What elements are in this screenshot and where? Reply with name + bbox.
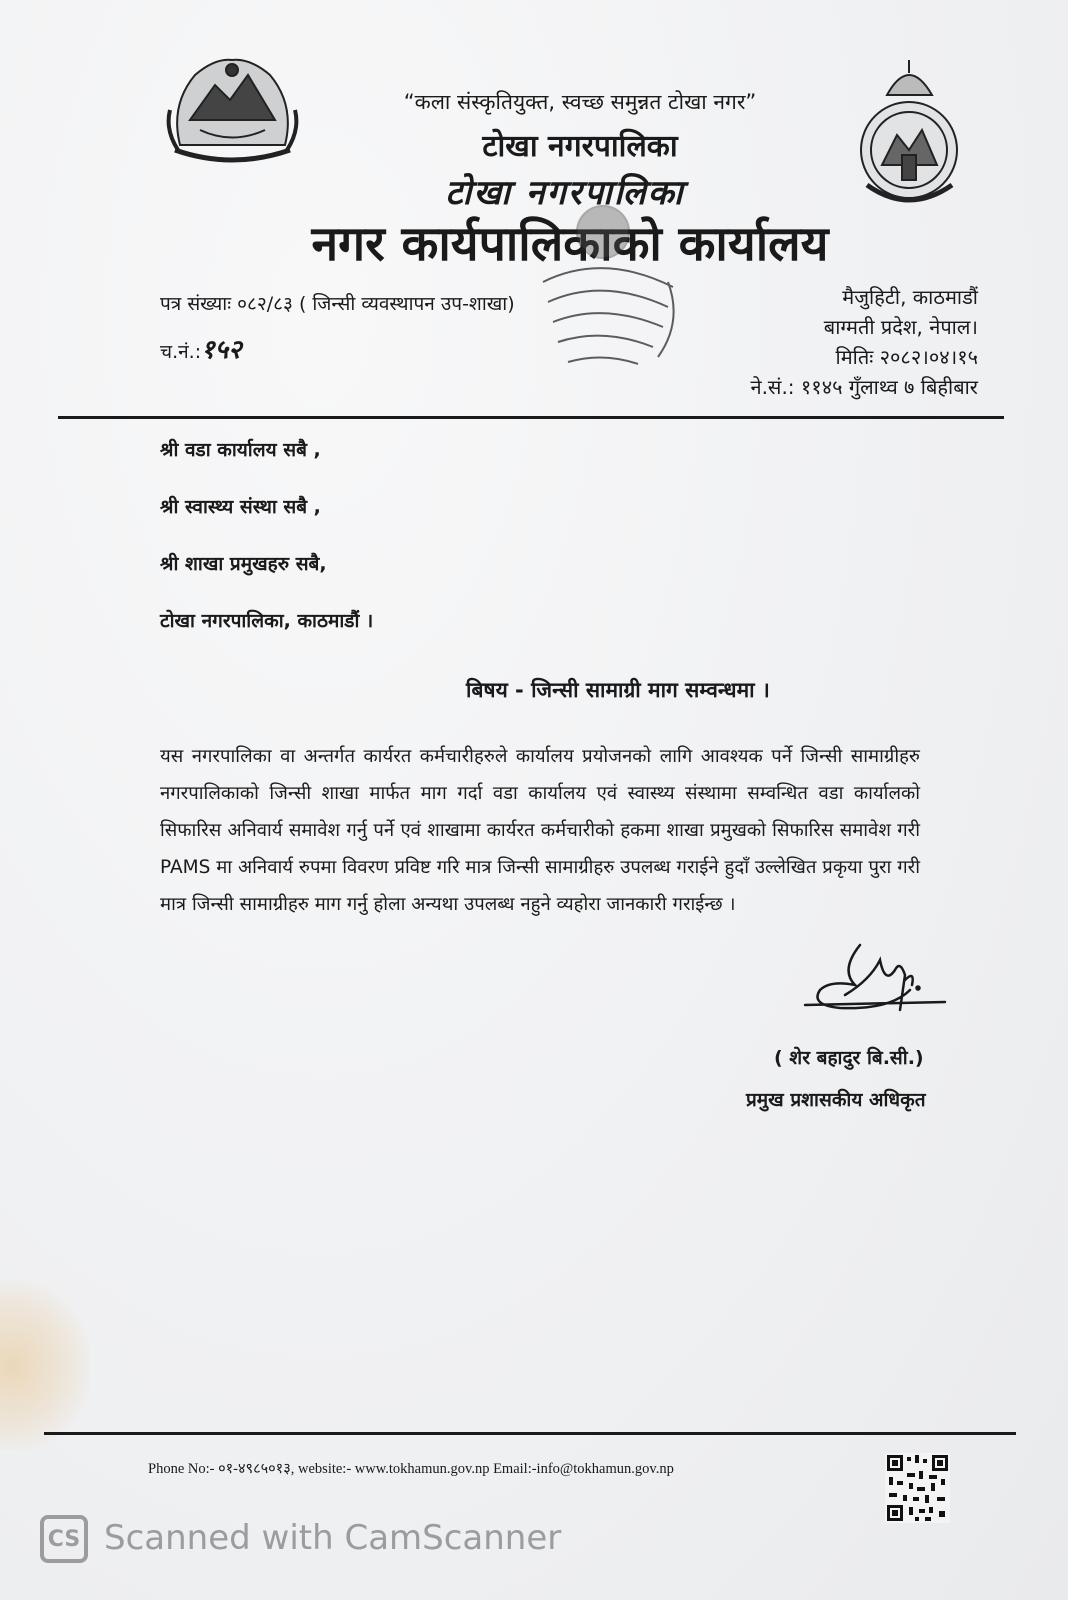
nepal-emblem-icon	[160, 50, 305, 170]
recipient-line: श्री शाखा प्रमुखहरु सबै,	[160, 553, 327, 575]
handwritten-signature	[800, 940, 960, 1040]
office-seal-stamp-icon	[528, 192, 688, 382]
dispatch-number-line	[160, 330, 515, 366]
signatory-title: प्रमुख प्रशासकीय अधिकृत	[746, 1089, 926, 1111]
signatory-name: ( शेर बहादुर बि.सी.)	[774, 1047, 924, 1069]
letter-address-date	[750, 282, 978, 402]
nepal-sambat-date: ने.सं.: ११४५ गुँलाथ्व ७ बिहीबार	[750, 375, 978, 399]
municipality-name: टोखा नगरपालिका	[482, 129, 678, 164]
letter-date: मितिः २०८२।०४।१५	[835, 345, 978, 369]
municipality-slogan: “कला संस्कृतियुक्त, स्वच्छ समुन्नत टोखा नगर”	[403, 90, 757, 114]
letter-subject: बिषय - जिन्सी सामाग्री माग सम्वन्धमा ।	[466, 678, 770, 702]
camscanner-logo-icon: CS	[40, 1515, 88, 1563]
letter-reference	[160, 290, 515, 380]
recipient-line: श्री स्वास्थ्य संस्था सबै ,	[160, 496, 321, 518]
dispatch-label: च.नं.:	[160, 341, 202, 363]
recipient-line: टोखा नगरपालिका, काठमाडौं ।	[160, 610, 374, 632]
qr-code-icon	[885, 1453, 950, 1523]
letter-number: पत्र संख्याः ०८२/८३ ( जिन्सी व्यवस्थापन उप-शाखा)	[160, 293, 515, 315]
letter-body: यस नगरपालिका वा अन्तर्गत कार्यरत कर्मचारीहरुले कार्यालय प्रयोजनको लागि आवश्यक पर्ने जिन्सी सामाग्रीहरु नगरपालिकाको जिन्सी शाखा मार्फत माग गर्दा वडा कार्यालय एवं स्वास्थ्य संस्थामा सम्वन्धित वडा कार्यालको सिफारिस अनिवार्य समावेश गर्नु पर्ने एवं शाखामा कार्यरत कर्मचारीको हकमा शाखा प्रमुखको सिफारिस समावेश गरी PAMS मा अनिवार्य रुपमा विवरण प्रविष्ट गरि मात्र जिन्सी सामाग्रीहरु उपलब्ध गराईने हुदाँ उल्लेखित प्रकृया पुरा गरी मात्र जिन्सी सामाग्रीहरु माग गर्नु होला अन्यथा उपलब्ध नहुने व्यहोरा जानकारी गराईन्छ ।	[160, 746, 920, 915]
tokha-municipality-logo-icon	[852, 55, 967, 215]
address-line-1: मैजुहिटी, काठमाडौं	[842, 285, 978, 309]
address-line-2: बाग्मती प्रदेश, नेपाल।	[823, 315, 978, 339]
footer-contact: Phone No:- ०१-४९८५०१३, website:- www.tokhamun.gov.np Email:-info@tokhamun.gov.np	[148, 1461, 674, 1477]
dispatch-number: १५२	[201, 335, 242, 365]
municipality-name-styled: टोखा नगरपालिका	[445, 173, 685, 213]
camscanner-watermark: Scanned with CamScanner	[104, 1518, 562, 1558]
recipient-list	[160, 436, 373, 664]
footer-divider	[44, 1432, 1016, 1435]
header-divider	[58, 416, 1004, 419]
office-title: नगर कार्यपालिकाको कार्यालय	[311, 216, 829, 272]
recipient-line: श्री वडा कार्यालय सबै ,	[160, 439, 321, 461]
paper-stain	[0, 1280, 90, 1450]
